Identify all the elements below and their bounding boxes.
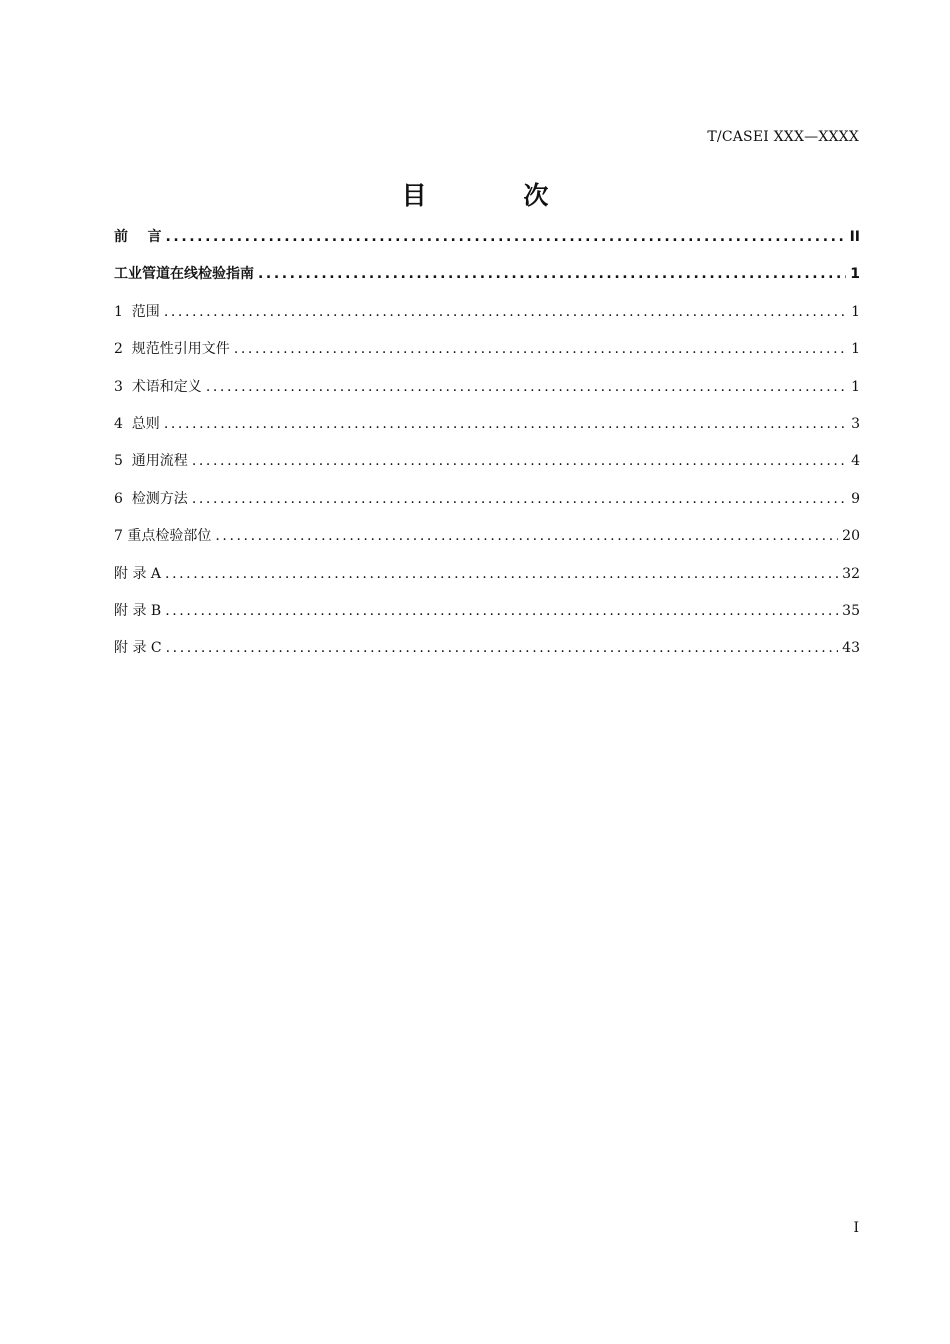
toc-entry-label: 附 录 C — [114, 640, 162, 657]
toc-entry-page: 32 — [842, 565, 860, 582]
toc-entry-methods[interactable] — [114, 486, 860, 523]
toc-entry-label: 3 术语和定义 — [114, 378, 202, 395]
toc-entry-terms[interactable] — [114, 374, 860, 411]
toc-entry-appendix-c[interactable] — [114, 635, 860, 672]
toc-entry-appendix-a[interactable] — [114, 561, 860, 598]
toc-leader-dots — [258, 261, 846, 287]
table-of-contents — [114, 224, 860, 673]
toc-entry-label: 2 规范性引用文件 — [114, 341, 230, 358]
toc-entry-appendix-b[interactable] — [114, 598, 860, 635]
toc-leader-dots — [215, 523, 838, 549]
toc-entry-process[interactable] — [114, 448, 860, 485]
toc-entry-general[interactable] — [114, 411, 860, 448]
toc-leader-dots — [206, 374, 847, 400]
toc-entry-key-locations[interactable] — [114, 523, 860, 560]
toc-entry-page: 20 — [842, 528, 860, 545]
toc-entry-scope[interactable] — [114, 299, 860, 336]
toc-entry-label: 工业管道在线检验指南 — [114, 266, 254, 283]
toc-entry-page: 3 — [851, 415, 860, 432]
toc-entry-page: II — [849, 229, 860, 245]
toc-entry-label: 5 通用流程 — [114, 453, 188, 470]
toc-entry-page: 1 — [851, 303, 860, 320]
toc-entry-normative-references[interactable] — [114, 336, 860, 373]
toc-entry-label: 4 总则 — [114, 415, 160, 432]
toc-entry-label: 附 录 B — [114, 602, 162, 619]
toc-leader-dots — [166, 224, 846, 250]
toc-leader-dots — [165, 598, 838, 624]
toc-entry-label: 前 言 — [114, 229, 162, 245]
toc-entry-label: 6 检测方法 — [114, 490, 188, 507]
toc-entry-page: 1 — [850, 266, 860, 283]
toc-leader-dots — [192, 448, 847, 474]
toc-title: 目 次 — [401, 181, 593, 210]
toc-entry-page: 1 — [851, 341, 860, 358]
toc-entry-page: 1 — [851, 378, 860, 395]
toc-entry-page: 4 — [851, 453, 860, 470]
toc-entry-guide[interactable] — [114, 261, 860, 298]
toc-leader-dots — [192, 486, 847, 512]
toc-entry-label: 附 录 A — [114, 565, 162, 582]
toc-leader-dots — [166, 635, 839, 661]
document-code: T/CASEI XXX—XXXX — [707, 129, 859, 145]
toc-entry-page: 35 — [842, 602, 860, 619]
toc-leader-dots — [164, 411, 847, 437]
toc-entry-page: 43 — [842, 640, 860, 657]
page-number: I — [853, 1220, 859, 1236]
toc-entry-page: 9 — [851, 490, 860, 507]
toc-leader-dots — [234, 336, 847, 362]
toc-leader-dots — [164, 299, 847, 325]
toc-leader-dots — [165, 561, 838, 587]
toc-entry-preface[interactable] — [114, 224, 860, 261]
toc-entry-label: 7 重点检验部位 — [114, 528, 212, 545]
toc-entry-label: 1 范围 — [114, 303, 160, 320]
